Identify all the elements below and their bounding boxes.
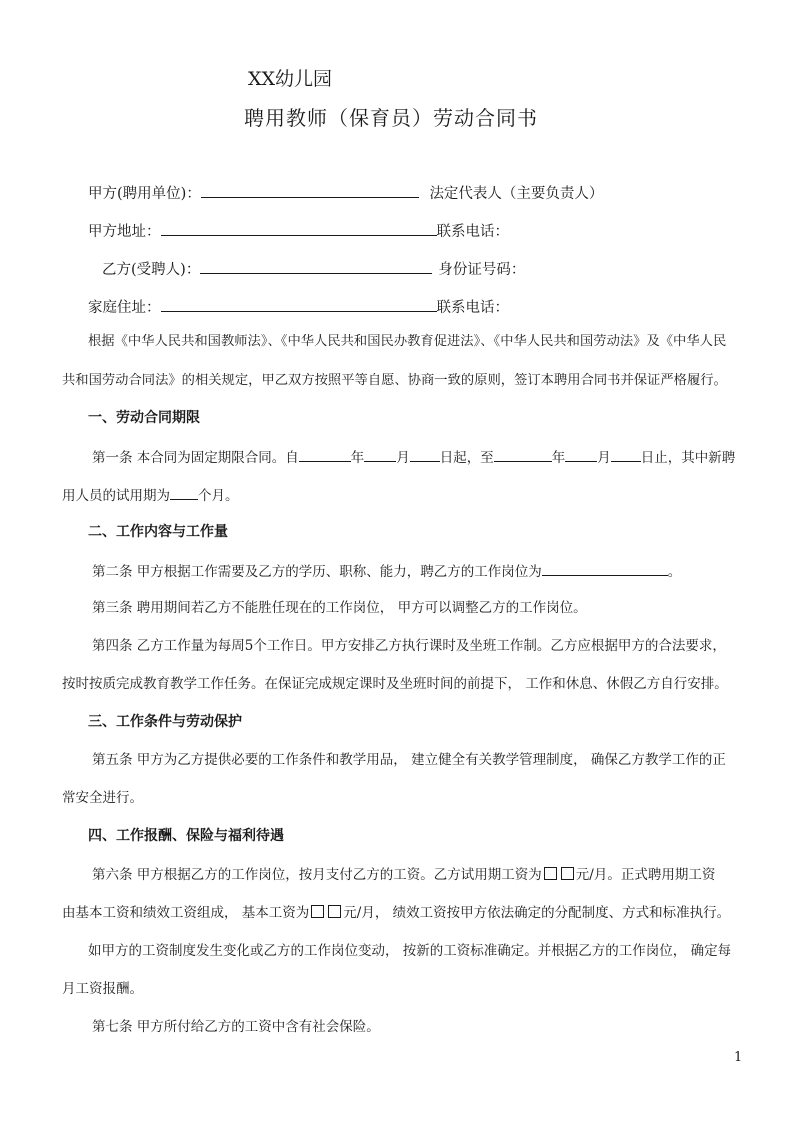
party-b-row: [102, 259, 525, 280]
party-a-row: [88, 183, 603, 204]
day-label: 日止，其中新聘: [640, 450, 736, 466]
article-5-line1: 第五条 甲方为乙方提供必要的工作条件和教学用品， 建立健全有关教学管理制度， 确保乙方教学工作的正: [92, 752, 726, 768]
section-3-heading: 三、工作条件与劳动保护: [88, 714, 242, 730]
day-label: 日起，至: [439, 450, 494, 466]
article-6-text-cont: 元/月。正式聘用期工资: [575, 867, 716, 883]
home-address-blank: [161, 297, 437, 312]
probation-label: 用人员的试用期为: [62, 488, 170, 504]
start-day-blank: [410, 447, 440, 462]
checkbox-box: [311, 905, 324, 918]
section-2-heading: 二、工作内容与工作量: [88, 524, 228, 540]
month-label: 月: [597, 450, 611, 466]
year-label: 年: [350, 450, 365, 466]
checkbox-box: [561, 867, 574, 880]
article-7: 第七条 甲方所付给乙方的工资中含有社会保险。: [92, 1019, 380, 1035]
start-year-blank: [299, 447, 351, 462]
end-year-blank: [494, 447, 552, 462]
phone-label-2: 联系电话：: [436, 300, 509, 316]
checkbox-box: [328, 905, 341, 918]
end-day-blank: [611, 447, 641, 462]
phone-label-1: 联系电话：: [436, 224, 509, 240]
article-1-line1: [92, 447, 735, 468]
base-salary-text: 元/月， 绩效工资按甲方依法确定的分配制度、方式和标准执行。: [343, 905, 731, 921]
home-address-row: [88, 297, 509, 318]
article-6-text: 第六条 甲方根据乙方的工作岗位，按月支付乙方的工资。乙方试用期工资为: [92, 867, 542, 883]
section-4-heading: 四、工作报酬、保险与福利待遇: [88, 828, 284, 844]
party-a-label: 甲方(聘用单位)：: [88, 186, 201, 202]
article-5-line2: 常安全进行。: [62, 790, 143, 806]
salary-change-line2: 月工资报酬。: [62, 981, 143, 997]
base-salary-label: 由基本工资和绩效工资组成， 基本工资为: [62, 905, 310, 921]
end-month-blank: [565, 447, 597, 462]
preamble-line2: 共和国劳动合同法》的相关规定，甲乙双方按照平等自愿、协商一致的原则，签订本聘用合同书并保证严格履行。: [62, 373, 727, 388]
article-6-line1: [92, 865, 715, 885]
probation-blank: [170, 485, 198, 500]
id-label: 身份证号码：: [438, 262, 526, 278]
party-b-label: 乙方(受聘人)：: [102, 262, 201, 278]
article-2-end: 。: [667, 564, 682, 580]
legal-rep-label: 法定代表人（主要负责人）: [429, 186, 604, 202]
month-label: 月: [396, 450, 410, 466]
start-month-blank: [364, 447, 396, 462]
position-blank: [542, 561, 668, 576]
article-2-text: 第二条 甲方根据工作需要及乙方的学历、职称、能力，聘乙方的工作岗位为: [92, 564, 542, 580]
article-4-line2: 按时按质完成教育教学工作任务。在保证完成规定课时及坐班时间的前提下， 工作和休息、休假乙方自行安排。: [62, 676, 728, 692]
document-title-line2: 聘用教师（保育员）劳动合同书: [244, 106, 538, 130]
checkbox-box: [544, 867, 557, 880]
salary-change-line1: 如甲方的工资制度发生变化或乙方的工作岗位变动， 按新的工资标准确定。并根据乙方的工作岗位， 确定每: [88, 943, 732, 959]
section-1-heading: 一、劳动合同期限: [88, 410, 200, 426]
preamble-line1: 根据《中华人民共和国教师法》、《中华人民共和国民办教育促进法》、《中华人民共和国劳动法》及《中华人民: [88, 334, 727, 349]
party-a-address-row: [88, 221, 509, 242]
article-3: 第三条 聘用期间若乙方不能胜任现在的工作岗位， 甲方可以调整乙方的工作岗位。: [92, 600, 587, 616]
party-a-address-blank: [161, 221, 437, 236]
article-1-text: 第一条 本合同为固定期限合同。自: [92, 450, 299, 466]
article-4-line1: 第四条 乙方工作量为每周5个工作日。甲方安排乙方执行课时及坐班工作制。乙方应根据甲方的合法要求，: [92, 638, 726, 654]
home-address-label: 家庭住址：: [88, 300, 161, 316]
party-a-address-label: 甲方地址：: [88, 224, 161, 240]
page-number: 1: [734, 1050, 743, 1065]
document-title-line1: XX幼儿园: [248, 68, 333, 90]
party-a-blank: [201, 183, 419, 198]
article-1-line2: [62, 485, 239, 506]
year-label: 年: [551, 450, 566, 466]
party-b-blank: [200, 259, 432, 274]
article-2: [92, 561, 681, 582]
article-6-line2: [62, 903, 730, 923]
months-label: 个月。: [198, 488, 239, 504]
